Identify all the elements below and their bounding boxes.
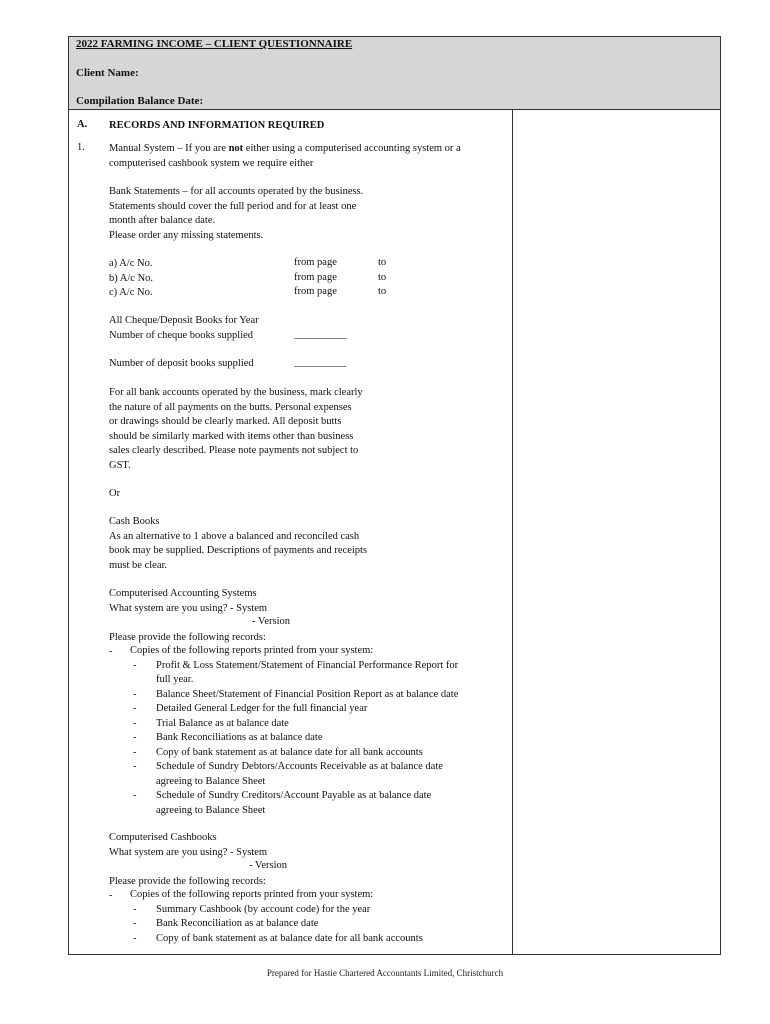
manual-system-line1: Manual System – If you are not either using a computerised accounting system or a bbox=[109, 143, 461, 154]
item-number: 1. bbox=[77, 142, 85, 153]
report-list-item: agreeing to Balance Sheet bbox=[156, 804, 266, 816]
computerised-cashbooks-question: What system are you using? - System bbox=[109, 846, 268, 858]
report-list-item: agreeing to Balance Sheet bbox=[156, 775, 266, 787]
computerised-accounting-copies-dash: - bbox=[109, 646, 113, 657]
report-list-item: Copy of bank statement as at balance date for all bank accounts bbox=[156, 746, 423, 758]
bullet-dash: - bbox=[133, 703, 137, 714]
left-column bbox=[69, 109, 512, 954]
report-list-item: Balance Sheet/Statement of Financial Position Report as at balance date bbox=[156, 688, 459, 700]
bank-accounts-paragraph-line: should be similarly marked with items other than business bbox=[109, 430, 354, 442]
report-list-item: Bank Reconciliations as at balance date bbox=[156, 732, 323, 743]
bullet-dash: - bbox=[133, 732, 137, 743]
page-title: 2022 FARMING INCOME – CLIENT QUESTIONNAIRE bbox=[76, 38, 353, 50]
or-text: Or bbox=[109, 488, 121, 499]
balance-date-label: Compilation Balance Date: bbox=[76, 95, 204, 107]
computerised-accounting-version: - Version bbox=[252, 616, 291, 627]
cheque-books-label: Number of cheque books supplied bbox=[109, 329, 254, 341]
bullet-dash: - bbox=[133, 761, 137, 772]
bullet-dash: - bbox=[133, 903, 137, 915]
cash-books-line: book may be supplied. Descriptions of payments and receipts bbox=[109, 545, 368, 556]
bank-statements-line: month after balance date. bbox=[109, 215, 216, 226]
bullet-dash: - bbox=[133, 746, 137, 758]
report-list-item: Copy of bank statement as at balance date for all bank accounts bbox=[156, 932, 423, 944]
bullet-dash: - bbox=[133, 688, 137, 700]
account-from-page: from page bbox=[294, 286, 337, 297]
cash-books-line: must be clear. bbox=[109, 559, 168, 571]
report-list-item: Trial Balance as at balance date bbox=[156, 717, 289, 729]
account-to-page: to bbox=[378, 271, 387, 283]
report-list-item: full year. bbox=[156, 674, 194, 685]
deposit-books-label: Number of deposit books supplied bbox=[109, 358, 254, 369]
bullet-dash: - bbox=[133, 790, 137, 801]
bank-statements-line: Bank Statements – for all accounts operated by the business. bbox=[109, 186, 364, 197]
account-from-page: from page bbox=[294, 271, 337, 283]
column-divider bbox=[512, 109, 513, 954]
cash-books-line: Cash Books bbox=[109, 516, 160, 527]
account-to-page: to bbox=[378, 257, 387, 268]
computerised-cashbooks-copies-dash: - bbox=[109, 890, 113, 901]
cheque-deposit-books-heading: All Cheque/Deposit Books for Year bbox=[109, 315, 259, 326]
computerised-accounting-copies: Copies of the following reports printed from your system: bbox=[130, 645, 374, 656]
section-title: RECORDS AND INFORMATION REQUIRED bbox=[109, 120, 325, 131]
computerised-cashbooks-title: Computerised Cashbooks bbox=[109, 832, 217, 843]
report-list-item: Schedule of Sundry Creditors/Account Payable as at balance date bbox=[156, 790, 432, 801]
report-list-item: Summary Cashbook (by account code) for the year bbox=[156, 903, 371, 915]
computerised-accounting-title: Computerised Accounting Systems bbox=[109, 588, 257, 599]
bullet-dash: - bbox=[133, 659, 137, 671]
header-block bbox=[69, 37, 720, 110]
report-list-item: Bank Reconciliation as at balance date bbox=[156, 918, 319, 929]
manual-system-line2: computerised cashbook system we require either bbox=[109, 157, 314, 169]
computerised-cashbooks-provide: Please provide the following records: bbox=[109, 875, 266, 887]
bank-statements-line: Please order any missing statements. bbox=[109, 229, 264, 241]
questionnaire-table bbox=[68, 36, 721, 955]
cheque-books-blank: __________ bbox=[294, 328, 347, 340]
deposit-books-blank: __________ bbox=[294, 357, 347, 368]
computerised-accounting-provide: Please provide the following records: bbox=[109, 631, 266, 643]
bank-accounts-paragraph-line: or drawings should be clearly marked. All deposit butts bbox=[109, 416, 342, 427]
section-letter: A. bbox=[77, 119, 88, 130]
bank-accounts-paragraph-line: For all bank accounts operated by the business, mark clearly bbox=[109, 387, 363, 398]
computerised-cashbooks-copies: Copies of the following reports printed from your system: bbox=[130, 889, 374, 900]
page-footer: Prepared for Hastie Chartered Accountants Limited, Christchurch bbox=[266, 968, 504, 978]
bank-accounts-paragraph-line: the nature of all payments on the butts. Personal expenses bbox=[109, 401, 352, 413]
account-label: c) A/c No. bbox=[109, 287, 153, 298]
bullet-dash: - bbox=[133, 717, 137, 729]
cash-books-line: As an alternative to 1 above a balanced and reconciled cash bbox=[109, 530, 360, 542]
account-label: b) A/c No. bbox=[109, 272, 154, 284]
report-list-item: Detailed General Ledger for the full financial year bbox=[156, 703, 368, 714]
report-list-item: Schedule of Sundry Debtors/Accounts Receivable as at balance date bbox=[156, 761, 443, 772]
report-list-item: Profit & Loss Statement/Statement of Financial Performance Report for bbox=[156, 659, 459, 671]
bullet-dash: - bbox=[133, 918, 137, 929]
account-from-page: from page bbox=[294, 257, 337, 268]
bank-statements-line: Statements should cover the full period and for at least one bbox=[109, 200, 357, 212]
computerised-accounting-question: What system are you using? - System bbox=[109, 602, 268, 614]
bank-accounts-paragraph-line: sales clearly described. Please note payments not subject to bbox=[109, 445, 359, 456]
bank-accounts-paragraph-line: GST. bbox=[109, 459, 131, 471]
account-to-page: to bbox=[378, 286, 387, 297]
computerised-cashbooks-version: - Version bbox=[249, 860, 288, 871]
account-label: a) A/c No. bbox=[109, 258, 153, 269]
bullet-dash: - bbox=[133, 932, 137, 944]
client-name-label: Client Name: bbox=[76, 67, 139, 79]
